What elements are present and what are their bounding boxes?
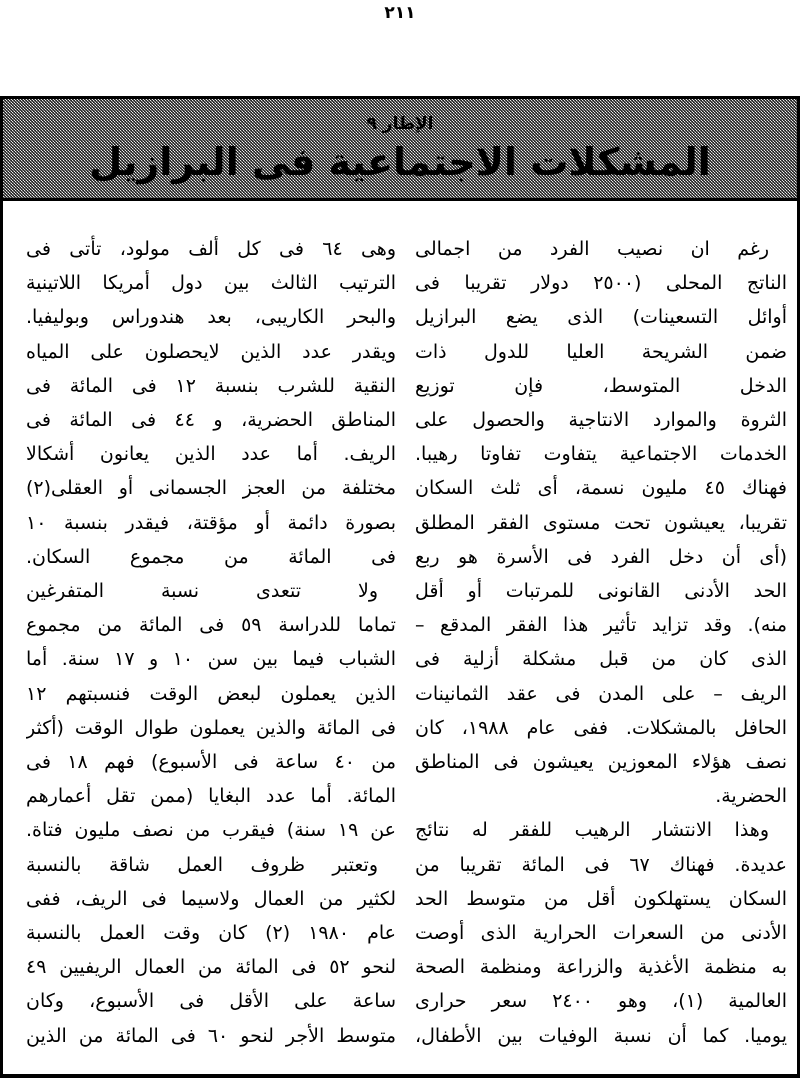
text-line: النقية للشرب بنسبة ١٢ فى المائة فى xyxy=(26,374,396,397)
text-line: فى المائة والذين يعملون طوال الوقت (أكثر xyxy=(26,716,396,739)
text-line: السكان يستهلكون أقل من متوسط الحد xyxy=(415,887,787,910)
text-line: يوميا. كما أن نسبة الوفيات بين الأطفال، xyxy=(415,1024,787,1047)
text-line: الحافل بالمشكلات. ففى عام ١٩٨٨، كان xyxy=(415,716,787,739)
text-line: وهى ٦٤ فى كل ألف مولود، تأتى فى xyxy=(26,238,396,260)
text-line: تقريبا، يعيشون تحت مستوى الفقر المطلق xyxy=(415,511,787,534)
text-line: لكثير من العمال ولاسيما فى الريف، ففى xyxy=(26,887,396,910)
text-line: الخدمات الاجتماعية يتفاوت تفاوتا رهيبا. xyxy=(415,443,787,466)
box-title: المشكلات الاجتماعية فى البرازيل xyxy=(89,140,711,184)
text-line: الأدنى من السعرات الحرارية الذى أوصت xyxy=(415,922,787,945)
text-line: الذين يعملون لبعض الوقت فنسبتهم ١٢ xyxy=(26,682,396,705)
text-line: ضمن الشريحة العليا للدول ذات xyxy=(415,340,787,363)
page-number: ٢١١ xyxy=(384,3,416,23)
text-line: تماما للدراسة ٥٩ فى المائة من مجموع xyxy=(26,614,396,637)
text-line: الشباب فيما بين سن ١٠ و ١٧ سنة. أما xyxy=(26,648,396,671)
text-line: منه). وقد تزايد تأثير هذا الفقر المدقع – xyxy=(415,614,787,637)
column-right xyxy=(415,232,787,1053)
text-line: عن ١٩ سنة) فيقرب من نصف مليون فتاة. xyxy=(26,819,396,842)
text-line: متوسط الأجر لنحو ٦٠ فى المائة من الذين xyxy=(26,1024,396,1047)
text-line: الحضرية. xyxy=(715,785,787,808)
text-line: نصف هؤلاء المعوزين يعيشون فى المناطق xyxy=(415,751,787,774)
text-line: ساعة على الأقل فى الأسبوع، وكان xyxy=(26,990,396,1013)
text-line: الحد الأدنى القانونى للمرتبات أو أقل xyxy=(415,580,787,603)
text-line: الترتيب الثالث بين دول أمريكا اللاتينية xyxy=(26,272,396,295)
text-line: به منظمة الأغذية والزراعة ومنظمة الصحة xyxy=(415,956,787,979)
text-line: الدخل المتوسط، فإن توزيع xyxy=(415,374,787,397)
text-line: رغم ان نصيب الفرد من اجمالى xyxy=(415,238,769,260)
text-line: (أى أن دخل الفرد فى الأسرة هو ربع xyxy=(415,545,787,568)
text-line: الريف – على المدن فى عقد الثمانينات xyxy=(415,682,787,705)
text-line: العالمية (١)، وهو ٢٤٠٠ سعر حرارى xyxy=(415,990,787,1013)
text-line: مختلفة من العجز الجسمانى أو العقلى(٢) xyxy=(26,477,396,500)
text-line: فهناك ٤٥ مليون نسمة، أى ثلث السكان xyxy=(415,477,787,500)
text-line: فى المائة من مجموع السكان. xyxy=(26,545,396,568)
text-line: الثروة والموارد الانتاجية والحصول على xyxy=(415,409,787,432)
text-line: من ٤٠ ساعة فى الأسبوع) فهم ١٨ فى xyxy=(26,751,396,774)
text-line: بصورة دائمة أو مؤقتة، فيقدر بنسبة ١٠ xyxy=(26,511,396,534)
text-line: الريف. أما عدد الذين يعانون أشكالا xyxy=(26,443,396,466)
column-left xyxy=(26,232,396,1053)
text-line: وتعتبر ظروف العمل شاقة بالنسبة xyxy=(26,853,378,876)
text-line: لنحو ٥٢ فى المائة من العمال الريفيين ٤٩ xyxy=(26,956,396,979)
text-line: أوائل التسعينات) الذى يضع البرازيل xyxy=(415,306,787,329)
box-header xyxy=(3,99,797,201)
text-line: وهذا الانتشار الرهيب للفقر له نتائج xyxy=(415,819,769,842)
text-line: الناتج المحلى (٢٥٠٠ دولار تقريبا فى xyxy=(415,272,787,295)
text-line: ويقدر عدد الذين لايحصلون على المياه xyxy=(26,340,396,363)
text-line: عديدة. فهناك ٦٧ فى المائة تقريبا من xyxy=(415,853,787,876)
box-frame xyxy=(0,96,800,1078)
text-line: المائة. أما عدد البغايا (ممن تقل أعمارهم xyxy=(26,785,396,808)
text-line: الذى كان من قبل مشكلة أزلية فى xyxy=(415,648,787,671)
box-label: الإطار ٩ xyxy=(366,114,434,134)
text-line: ولا تتعدى نسبة المتفرغين xyxy=(26,580,378,603)
text-line: والبحر الكاريبى، بعد هندوراس وبوليفيا. xyxy=(26,306,396,329)
text-line: عام ١٩٨٠ (٢) كان وقت العمل بالنسبة xyxy=(26,922,396,945)
text-line: المناطق الحضرية، و ٤٤ فى المائة فى xyxy=(26,409,396,432)
